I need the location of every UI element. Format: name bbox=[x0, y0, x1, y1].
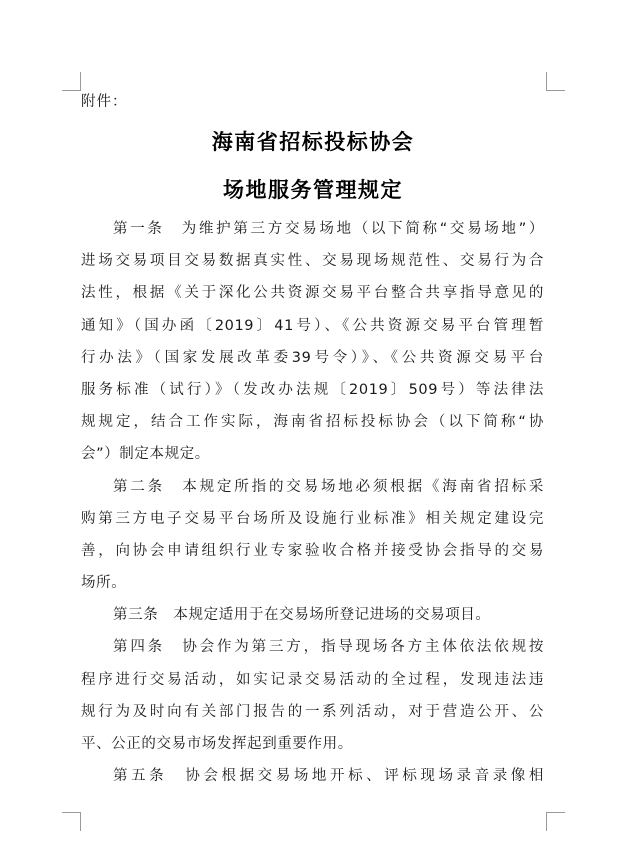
document-title-line-1: 海南省招标投标协会 bbox=[211, 130, 415, 154]
text-line: 第二条 本规定所指的交易场地必须根据《海南省招标采 bbox=[113, 478, 544, 495]
text-line: 行办法》（国家发展改革委39号令）》、《公共资源交易平台 bbox=[81, 349, 544, 366]
article-paragraph bbox=[81, 213, 544, 471]
text-line: 进场交易项目交易数据真实性、交易现场规范性、交易行为合 bbox=[81, 253, 544, 270]
text-line: 场所。 bbox=[81, 575, 127, 592]
page-corner-mark-bottom-right bbox=[546, 812, 565, 831]
text-line: 规行为及时向有关部门报告的一系列活动，对于营造公开、公 bbox=[81, 703, 544, 720]
attachment-label: 附件： bbox=[81, 94, 128, 110]
text-line: 服务标准（试行）》（发改办法规〔2019〕509号）等法律法 bbox=[81, 381, 544, 398]
article-paragraph bbox=[81, 760, 544, 792]
text-line: 第五条 协会根据交易场地开标、评标现场录音录像相 bbox=[113, 768, 544, 785]
text-line: 通知》（国办函〔2019〕41号）、《公共资源交易平台管理暂 bbox=[81, 317, 544, 334]
document-body bbox=[81, 213, 544, 792]
text-line: 法性，根据《关于深化公共资源交易平台整合共享指导意见的 bbox=[81, 285, 544, 302]
text-line: 善，向协会申请组织行业专家验收合格并接受协会指导的交易 bbox=[81, 542, 544, 559]
text-line: 程序进行交易活动，如实记录交易活动的全过程，发现违法违 bbox=[81, 671, 544, 688]
text-line: 规规定，结合工作实际，海南省招标投标协会（以下简称“协 bbox=[81, 414, 544, 431]
text-line: 第一条 为维护第三方交易场地（以下简称“交易场地”） bbox=[113, 221, 544, 237]
text-line: 第四条 协会作为第三方，指导现场各方主体依法依规按 bbox=[113, 639, 544, 656]
article-paragraph bbox=[81, 599, 544, 631]
text-line: 第三条 本规定适用于在交易场所登记进场的交易项目。 bbox=[113, 607, 491, 624]
document-title-line-2: 场地服务管理规定 bbox=[223, 178, 403, 202]
page-corner-mark-bottom-left bbox=[62, 812, 81, 831]
page-corner-mark-top-right bbox=[546, 72, 565, 91]
article-paragraph bbox=[81, 631, 544, 760]
page-corner-mark-top-left bbox=[62, 72, 81, 91]
text-line: 购第三方电子交易平台场所及设施行业标准》相关规定建设完 bbox=[81, 510, 544, 527]
text-line: 平、公正的交易市场发挥起到重要作用。 bbox=[81, 736, 353, 752]
text-line: 会”）制定本规定。 bbox=[81, 446, 210, 463]
article-paragraph bbox=[81, 471, 544, 600]
